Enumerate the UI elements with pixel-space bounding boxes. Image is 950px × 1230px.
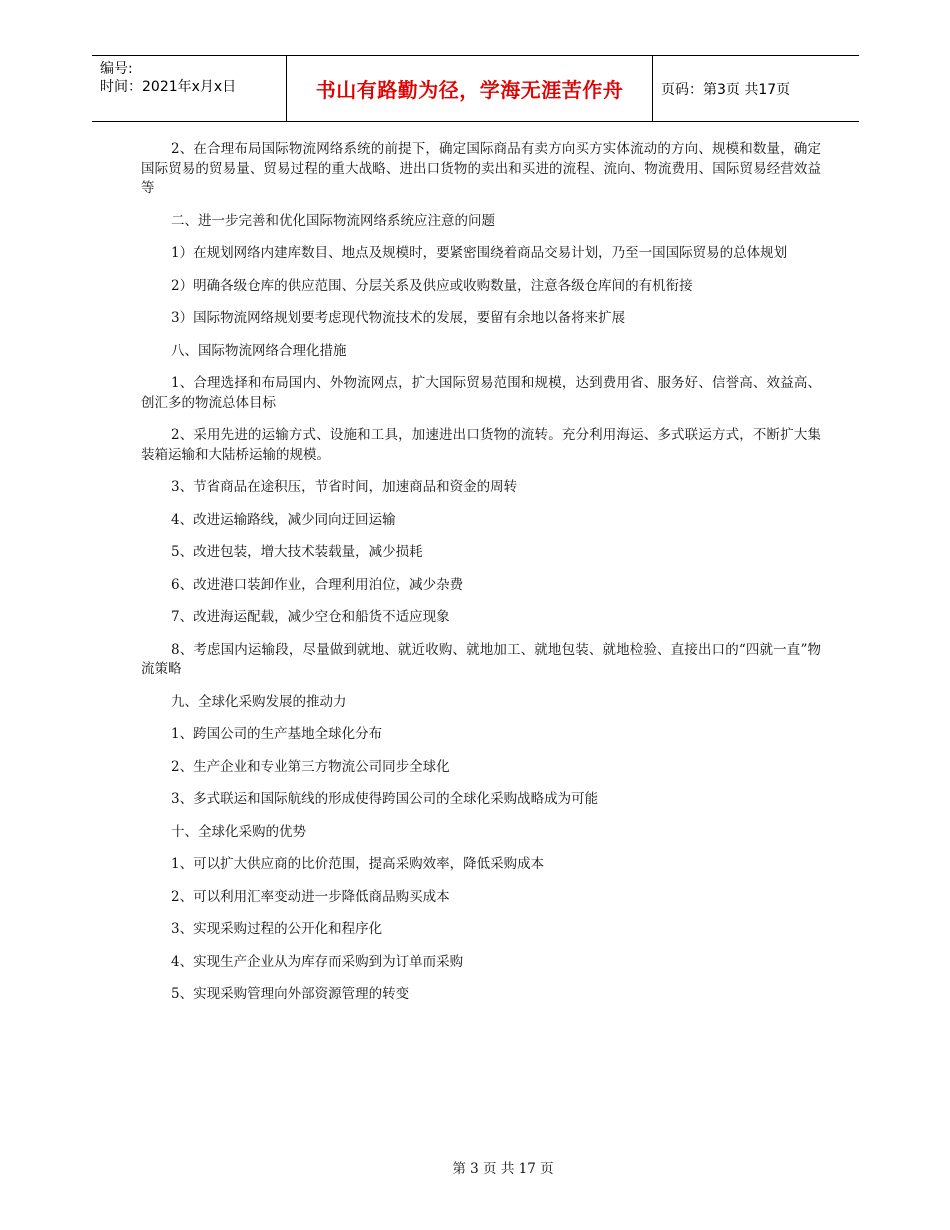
page-header (92, 55, 859, 122)
section-heading: 八、国际物流网络合理化措施 (171, 342, 347, 359)
time-label: 时间：2021年x月x日 (100, 79, 237, 95)
paragraph: 1、可以扩大供应商的比价范围，提高采购效率，降低采购成本 (171, 856, 545, 872)
footer-page-number: 第 3 页 共 17 页 (452, 1161, 554, 1177)
number-label: 编号: (100, 61, 133, 77)
paragraph: 3、多式联运和国际航线的形成使得跨国公司的全球化采购战略成为可能 (171, 791, 599, 807)
paragraph: 4、实现生产企业从为库存而采购到为订单而采购 (171, 953, 464, 970)
paragraph: 3）国际物流网络规划要考虑现代物流技术的发展，要留有余地以备将来扩展 (171, 310, 626, 326)
paragraph: 1）在规划网络内建库数目、地点及规模时，要紧密围绕着商品交易计划，乃至一国国际贸易的总体规划 (171, 245, 788, 261)
paragraph: 4、改进运输路线，减少同向迂回运输 (171, 511, 396, 528)
document-body (141, 140, 821, 1018)
page-footer (0, 1157, 950, 1177)
paragraph: 1、合理选择和布局国内、外物流网点，扩大国际贸易范围和规模，达到费用省、服务好、信誉高、效益高、创汇多的物流总体目标 (141, 375, 821, 411)
paragraph: 2、可以利用汇率变动进一步降低商品购买成本 (171, 888, 450, 905)
paragraph: 2、在合理布局国际物流网络系统的前提下，确定国际商品有卖方向买方实体流动的方向、规模和数量，确定国际贸易的贸易量、贸易过程的重大战略、进出口货物的卖出和买进的流程、流向、物流费用、国际贸易经营效益等 (141, 141, 821, 196)
section-heading: 十、全球化采购的优势 (171, 823, 306, 840)
motto-text: 书山有路勤为径，学海无涯苦作舟 (315, 78, 624, 102)
paragraph: 3、节省商品在途积压，节省时间，加速商品和资金的周转 (171, 479, 518, 495)
paragraph: 1、跨国公司的生产基地全球化分布 (171, 726, 383, 742)
paragraph: 3、实现采购过程的公开化和程序化 (171, 921, 383, 937)
paragraph: 6、改进港口装卸作业，合理利用泊位，减少杂费 (171, 576, 464, 593)
paragraph: 5、改进包装，增大技术装载量，减少损耗 (171, 544, 423, 560)
paragraph: 7、改进海运配载，减少空仓和船货不适应现象 (171, 609, 450, 625)
header-page-info (653, 56, 859, 121)
paragraph: 5、实现采购管理向外部资源管理的转变 (171, 986, 410, 1002)
section-heading: 九、全球化采购发展的推动力 (171, 693, 347, 710)
section-heading: 二、进一步完善和优化国际物流网络系统应注意的问题 (171, 212, 495, 229)
paragraph: 8、考虑国内运输段，尽量做到就地、就近收购、就地加工、就地包装、就地检验、直接出口的“四就一直”物流策略 (141, 641, 821, 677)
paragraph: 2、采用先进的运输方式、设施和工具，加速进出口货物的流转。充分利用海运、多式联运方式，不断扩大集装箱运输和大陆桥运输的规模。 (141, 427, 821, 463)
page-info-text: 页码：第3页 共17页 (661, 81, 791, 98)
paragraph: 2）明确各级仓库的供应范围、分层关系及供应或收购数量，注意各级仓库间的有机衔接 (171, 277, 693, 294)
paragraph: 2、生产企业和专业第三方物流公司同步全球化 (171, 758, 450, 775)
header-meta (92, 56, 287, 121)
header-motto-cell (287, 56, 653, 121)
